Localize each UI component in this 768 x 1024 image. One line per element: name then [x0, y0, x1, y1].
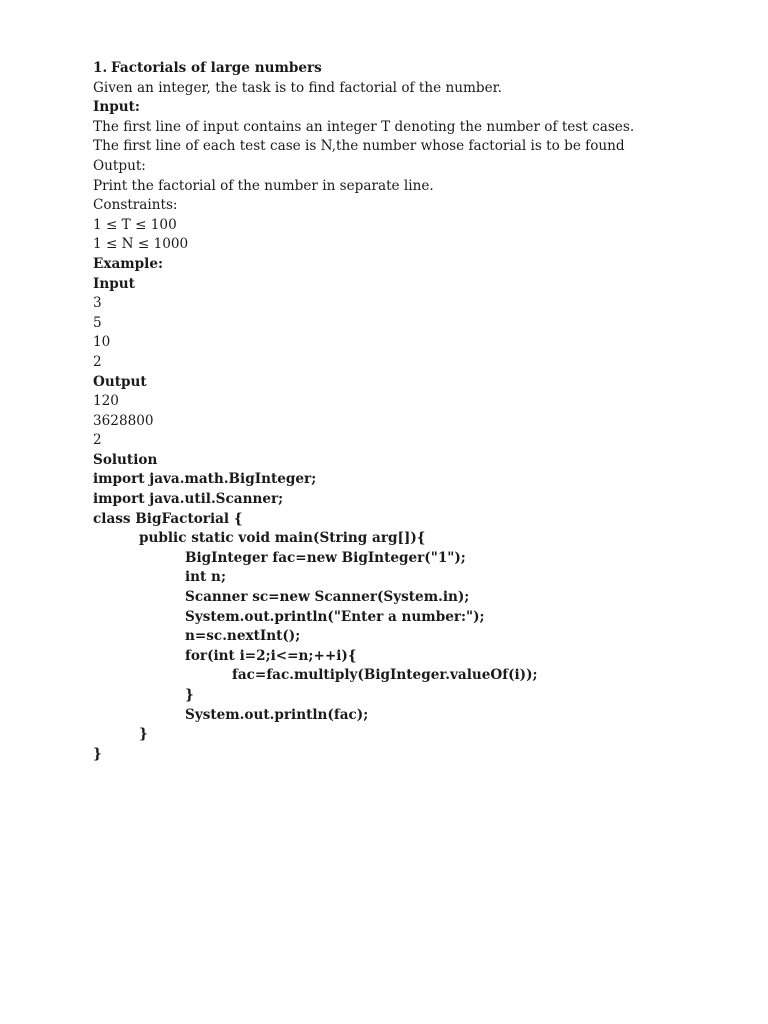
code-line-class-declaration: class BigFactorial {	[93, 510, 243, 527]
code-line-for-loop: for(int i=2;i<=n;++i){	[185, 647, 357, 664]
code-line-main-close: }	[139, 726, 148, 743]
code-line-print-fac: System.out.println(fac);	[185, 706, 369, 723]
example-input-value: 10	[93, 334, 111, 351]
code-line-n-declaration: int n;	[185, 569, 226, 586]
constraint-n: 1 ≤ N ≤ 1000	[93, 236, 189, 253]
code-line-fac-declaration: BigInteger fac=new BigInteger("1");	[185, 549, 466, 566]
code-line-for-close: }	[185, 687, 194, 703]
code-line-class-close: }	[93, 745, 102, 762]
input-description-line-2: The first line of each test case is N,the number whose factorial is to be found	[93, 138, 625, 155]
example-output-value: 2	[93, 432, 102, 449]
problem-title: Factorials of large numbers	[111, 60, 322, 76]
constraints-heading: Constraints:	[93, 197, 178, 214]
input-description-line-1: The first line of input contains an integer T denoting the number of test cases.	[93, 118, 635, 135]
code-line-import-scanner: import java.util.Scanner;	[93, 491, 284, 508]
code-line-read-n: n=sc.nextInt();	[185, 628, 301, 645]
output-description: Print the factorial of the number in separate line.	[93, 177, 434, 194]
example-input-value: 5	[93, 314, 102, 331]
example-output-value: 120	[93, 393, 119, 410]
solution-heading: Solution	[93, 451, 158, 468]
example-output-heading: Output	[93, 373, 147, 390]
example-input-value: 2	[93, 353, 102, 370]
example-heading: Example:	[93, 255, 163, 272]
example-input-value: 3	[93, 295, 102, 312]
example-output-value: 3628800	[93, 412, 154, 429]
problem-title-line	[93, 59, 733, 79]
problem-description: Given an integer, the task is to find factorial of the number.	[93, 79, 502, 96]
document-content	[93, 59, 733, 764]
input-heading: Input:	[93, 99, 140, 116]
problem-number: 1.	[93, 60, 108, 76]
code-line-main-declaration: public static void main(String arg[]){	[139, 530, 426, 547]
example-input-heading: Input	[93, 275, 135, 292]
output-heading: Output:	[93, 157, 146, 174]
code-line-multiply: fac=fac.multiply(BigInteger.valueOf(i));	[232, 667, 538, 684]
code-line-prompt: System.out.println("Enter a number:");	[185, 608, 485, 625]
code-line-import-biginteger: import java.math.BigInteger;	[93, 471, 317, 488]
constraint-t: 1 ≤ T ≤ 100	[93, 216, 177, 233]
code-line-scanner-declaration: Scanner sc=new Scanner(System.in);	[185, 589, 470, 606]
